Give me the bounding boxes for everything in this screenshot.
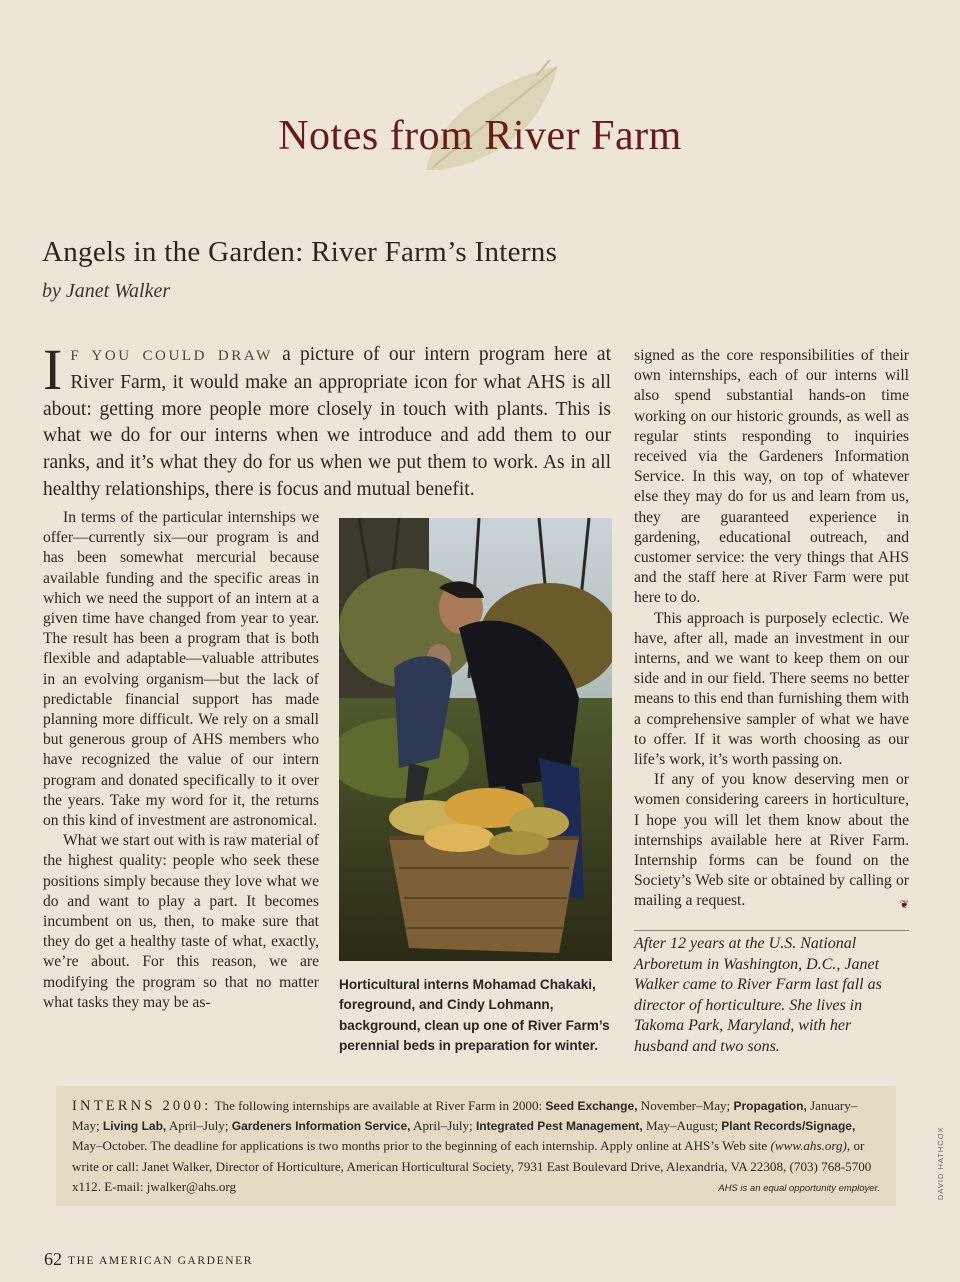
magazine-name: THE AMERICAN GARDENER bbox=[68, 1255, 254, 1267]
end-mark-icon: ❦ bbox=[899, 899, 909, 912]
sidebar-intro: The following internships are available at River Farm in 2000: bbox=[211, 1098, 546, 1113]
photo-illustration bbox=[339, 518, 612, 961]
page-footer bbox=[44, 1249, 253, 1270]
paragraph bbox=[634, 770, 909, 911]
equal-opportunity-note: AHS is an equal opportunity employer. bbox=[718, 1182, 880, 1194]
lead-text: a picture of our intern program here at River Farm, it would make an appropriate icon for what AHS is all about: getting more people more closely in touch with plants. This is what we do for our interns when we introduce and add them to our ranks, and it’s what they do for us when we put them to work. As in all healthy relationships, there is focus and mutual benefit. bbox=[43, 344, 611, 500]
internship-dates: January–May; bbox=[72, 1098, 858, 1134]
column-right bbox=[634, 346, 909, 916]
internship-dates: May–October. bbox=[72, 1138, 151, 1154]
sidebar-heading: INTERNS 2000: bbox=[72, 1098, 212, 1114]
contact-text: , or write or call: Janet Walker, Director of Horticulture, American Horticultural Society, 7931 East Boulevard Drive, Alexandria, VA 22308, (703) 768-5700 x112. E-mail: jwalker@ahs.org bbox=[72, 1138, 872, 1194]
internship-dates: April–July; bbox=[166, 1118, 232, 1134]
sidebar-text bbox=[72, 1096, 880, 1199]
internship-dates: May–August; bbox=[642, 1118, 722, 1134]
article-title: Angels in the Garden: River Farm’s Interns bbox=[42, 236, 558, 268]
internship-name: Gardeners Information Service, bbox=[231, 1119, 411, 1134]
photo-credit: DAVID HATHCOX bbox=[936, 1126, 945, 1200]
internship-dates: November–May; bbox=[637, 1098, 734, 1113]
internship-name: Integrated Pest Management, bbox=[475, 1119, 643, 1134]
website-link[interactable]: (www.ahs.org) bbox=[770, 1138, 847, 1154]
internship-name: Living Lab, bbox=[102, 1119, 167, 1134]
internship-name: Propagation, bbox=[733, 1099, 807, 1113]
byline: by Janet Walker bbox=[42, 280, 171, 302]
paragraph: What we start out with is raw material of the highest quality: people who seek these positions simply because they love what we do and want to play a part. It becomes incumbent on us, then, to make sure that they do get a healthy taste of what, exactly, we’re about. For this reason, we are modifying the program so that no matter what tasks they may be as- bbox=[43, 832, 319, 1011]
author-bio: After 12 years at the U.S. National Arboretum in Washington, D.C., Janet Walker came to River Farm last fall as director of horticulture. She lives in Takoma Park, Maryland, with her husband and two sons. bbox=[634, 935, 882, 1055]
paragraph: This approach is purposely eclectic. We have, after all, made an investment in our interns, and we want to keep them on our side and in our field. There seems no better means to this end than furnishing them with a comprehensive sampler of what we have to offer. If it was worth choosing as our life’s work, it’s worth passing on. bbox=[634, 609, 909, 769]
internship-dates: April–July; bbox=[410, 1118, 476, 1134]
internship-name: Seed Exchange, bbox=[545, 1099, 638, 1113]
page-number: 62 bbox=[44, 1249, 62, 1269]
internship-name: Plant Records/Signage, bbox=[721, 1119, 856, 1134]
lead-smallcaps: F YOU COULD DRAW bbox=[70, 348, 273, 364]
deadline-text: The deadline for applications is two months prior to the beginning of each internship. Apply online at AHS’s Web site bbox=[150, 1138, 771, 1154]
paragraph: signed as the core responsibilities of their own internships, each of our interns will also spend substantial hands-on time working on our historic grounds, as well as regular stints responding to inquiries received via the Gardeners Information Service. In this way, on top of whatever else they may do for us and learn from us, they are guaranteed experience in gardening, educational outreach, and customer service: the very things that AHS and the staff here at River Farm were put here to do. bbox=[634, 347, 909, 607]
section-title: Notes from River Farm bbox=[278, 113, 682, 159]
photo-caption: Horticultural interns Mohamad Chakaki, foreground, and Cindy Lohmann, background, clean up one of River Farm’s perennial beds in preparation for winter. bbox=[339, 977, 610, 1053]
paragraph: In terms of the particular internships we offer—currently six—our program is and has been somewhat mercurial because available funding and the specific areas in which we need the support of an intern at a given time have changed from year to year. The result has been a program that is both flexible and adaptable—valuable attributes in an evolving organism—but the lack of predictable financial support has made planning more difficult. We rely on a small but generous group of AHS members who have recognized the value of our intern program and donated specifically to it over the years. Take my word for it, the returns on this kind of investment are astronomical. bbox=[43, 509, 319, 830]
divider bbox=[634, 930, 909, 931]
lead-paragraph bbox=[43, 337, 611, 504]
interns-sidebar bbox=[56, 1086, 896, 1206]
paragraph-text: If any of you know deserving men or women considering careers in horticulture, I hope you will let them know about the internships available here at River Farm. Internship forms can be found on the Society’s Web site or obtained by calling or mailing a request. bbox=[634, 771, 909, 910]
column-left bbox=[43, 508, 319, 1013]
intern-photo bbox=[339, 518, 612, 961]
drop-cap: I bbox=[43, 337, 63, 402]
